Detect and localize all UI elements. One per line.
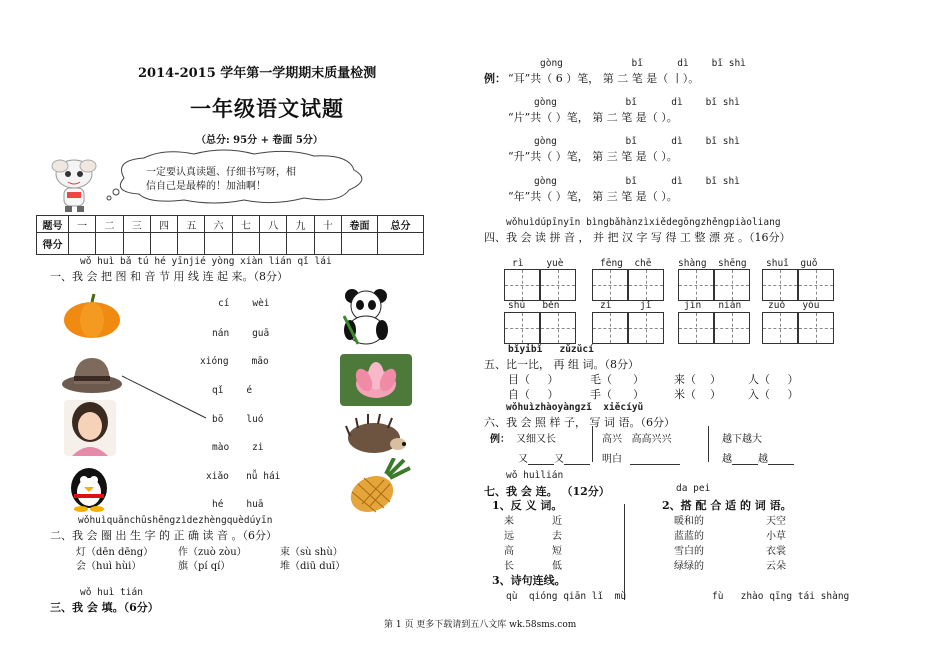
writing-grid[interactable]	[678, 312, 714, 344]
penguin-image	[64, 460, 114, 512]
q3-row-pinyin: gòng bǐ dì bǐ shì	[534, 136, 740, 147]
syllable-pair[interactable]: mào zi	[212, 442, 264, 453]
q4-word-pinyin: zì jǐ	[600, 300, 652, 311]
writing-grid[interactable]	[592, 312, 628, 344]
score-cell[interactable]	[178, 233, 205, 255]
q5-item[interactable]: 入（ ）	[748, 388, 799, 401]
q2-item[interactable]: 作（zuò zòu）	[178, 547, 247, 558]
q2-item[interactable]: 堆（diū duī）	[280, 561, 346, 572]
q6-answer-row[interactable]: 又 又	[518, 450, 590, 465]
score-row-label: 得分	[37, 233, 69, 255]
score-cell[interactable]	[232, 233, 259, 255]
writing-grid[interactable]	[714, 269, 750, 301]
hedgehog-image	[344, 414, 408, 456]
score-header-cell: 卷面	[342, 216, 378, 233]
q3-row-text: “耳”共（ 6 ）笔， 第 二 笔 是（ 丨）。	[508, 72, 700, 85]
score-header-cell: 五	[178, 216, 205, 233]
score-cell[interactable]	[314, 233, 341, 255]
q2-pinyin: wǒhuìquānchūshēngzìdezhèngquèdúyīn	[78, 515, 273, 526]
q2-item[interactable]: 灯（dēn dēng）	[76, 547, 154, 558]
q2-item[interactable]: 束（sù shù）	[280, 547, 343, 558]
page-footer: 第 1 页 更多下载请到五八文库 wk.58sms.com	[384, 620, 577, 630]
q3-row-pinyin: gòng bǐ dì bǐ shì	[540, 58, 746, 69]
q3-row-text[interactable]: “片”共（ ）笔， 第 二 笔 是（ ）。	[508, 111, 678, 124]
q7-sub1: 1、反 义 词。	[492, 499, 563, 512]
match-right[interactable]: 衣裳	[766, 546, 786, 557]
example-connect-line	[120, 374, 210, 422]
score-cell[interactable]	[378, 233, 424, 255]
q2-title: 二、我 会 圈 出 生 字 的 正 确 读 音 。（6分）	[50, 529, 277, 542]
q4-word-pinyin: zuǒ yòu	[768, 300, 820, 311]
syllable-pair[interactable]: hé huā	[212, 499, 264, 510]
writing-grid[interactable]	[540, 312, 576, 344]
pineapple-image	[344, 458, 412, 514]
score-header-cell: 总分	[378, 216, 424, 233]
score-header-cell: 九	[287, 216, 314, 233]
antonym-right[interactable]: 低	[552, 561, 562, 572]
score-table-row	[37, 233, 424, 255]
q5-item[interactable]: 目（ ）	[508, 373, 559, 386]
q7-divider	[624, 504, 625, 600]
q1-title: 一、我 会 把 图 和 音 节 用 线 连 起 来。（8分）	[50, 270, 288, 283]
hat-image	[60, 352, 124, 396]
pumpkin-image	[62, 292, 122, 340]
syllable-pair[interactable]: nán guā	[212, 328, 270, 339]
q5-item[interactable]: 自（ ）	[508, 388, 559, 401]
poem-pinyin-left: qù qióng qiān lǐ mù	[506, 591, 627, 602]
q6-divider	[592, 426, 593, 462]
writing-grid[interactable]	[714, 312, 750, 344]
score-cell[interactable]	[123, 233, 150, 255]
q4-title: 四、我 会 读 拼 音 ， 并 把 汉 字 写 得 工 整 漂 亮 。（16分）	[484, 231, 791, 244]
q5-item[interactable]: 手（ ）	[590, 388, 644, 401]
writing-grid[interactable]	[798, 312, 834, 344]
q5-pinyin: bǐyibǐ zǔzǔcí	[508, 344, 594, 355]
syllable-pair[interactable]: qǐ é	[212, 385, 253, 396]
score-header-cell: 四	[150, 216, 177, 233]
writing-grid[interactable]	[678, 269, 714, 301]
poem-pinyin-right: fù zhào qīng tái shàng	[712, 591, 850, 602]
q6-pinyin: wǒhuìzhàoyàngzǐ xiěcíyǔ	[506, 402, 644, 413]
q7-pinyin: wǒ huìlián	[506, 470, 564, 481]
q5-item[interactable]: 米（ ）	[674, 388, 721, 401]
girl-image	[64, 400, 116, 456]
match-left[interactable]: 绿绿的	[674, 561, 704, 572]
q3-row-pinyin: gòng bǐ dì bǐ shì	[534, 176, 740, 187]
q4-word-pinyin: jīn nián	[684, 300, 742, 311]
antonym-left[interactable]: 长	[504, 561, 514, 572]
score-cell[interactable]	[69, 233, 96, 255]
q3-row-text[interactable]: “年”共（ ）笔， 第 三 笔 是（ ）。	[508, 190, 678, 203]
q6-example-text: 高兴 高高兴兴	[602, 434, 672, 445]
q7-sub3: 3、诗句连线。	[492, 574, 566, 587]
syllable-pair[interactable]: bō luó	[212, 414, 264, 425]
lotus-image	[340, 354, 412, 406]
writing-grid[interactable]	[592, 269, 628, 301]
q6-title: 六、我 会 照 样 子， 写 词 语。（6分）	[484, 416, 675, 429]
match-right[interactable]: 云朵	[766, 561, 786, 572]
score-header-cell: 六	[205, 216, 232, 233]
q6-example-label: 例：	[490, 434, 510, 445]
q3-title: 三、我 会 填。（6分）	[50, 601, 159, 614]
q5-item[interactable]: 来（ ）	[674, 373, 721, 386]
q4-word-pinyin: rì yuè	[512, 258, 564, 269]
score-note: （总分: 95分 + 卷面 5分）	[196, 135, 323, 146]
score-header-cell: 十	[314, 216, 341, 233]
writing-grid[interactable]	[504, 312, 540, 344]
q7-dapei-pinyin: da pei	[676, 483, 711, 494]
antonym-right[interactable]: 短	[552, 546, 562, 557]
q4-word-pinyin: shù běn	[508, 300, 560, 311]
q3-pinyin: wǒ huì tián	[80, 587, 143, 598]
q6-answer-row[interactable]: 越 越	[722, 450, 794, 465]
score-cell[interactable]	[287, 233, 314, 255]
q2-item[interactable]: 旗（pí qí）	[178, 561, 231, 572]
q3-example-label: 例：	[484, 72, 506, 85]
cloud-text-line1: 一定要认真读题、仔细书写呀，相	[146, 167, 296, 178]
cloud-text-line2: 信自己是最棒的！加油啊！	[146, 181, 266, 192]
score-table	[36, 215, 424, 255]
antonym-left[interactable]: 高	[504, 546, 514, 557]
q3-row-text[interactable]: “升”共（ ）笔， 第 三 笔 是（ ）。	[508, 150, 678, 163]
q5-title: 五、比一比， 再 组 词。（8分）	[484, 358, 639, 371]
score-header-cell: 一	[69, 216, 96, 233]
writing-grid[interactable]	[762, 312, 798, 344]
syllable-pair[interactable]: cí wèi	[218, 298, 270, 309]
q4-word-pinyin: shuǐ guǒ	[766, 258, 818, 269]
q4-word-pinyin: shàng shēng	[678, 258, 747, 269]
q4-word-pinyin: fēng chē	[600, 258, 652, 269]
antonym-left[interactable]: 来	[504, 516, 514, 527]
score-cell[interactable]	[205, 233, 232, 255]
score-table-header-row	[37, 216, 424, 233]
score-header-cell: 八	[260, 216, 287, 233]
antonym-left[interactable]: 远	[504, 531, 514, 542]
writing-grid[interactable]	[628, 312, 664, 344]
match-left[interactable]: 雪白的	[674, 546, 704, 557]
score-cell[interactable]	[260, 233, 287, 255]
score-cell[interactable]	[150, 233, 177, 255]
match-right[interactable]: 天空	[766, 516, 786, 527]
antonym-right[interactable]: 去	[552, 531, 562, 542]
q7-sub2: 2、搭 配 合 适 的 词 语。	[662, 499, 792, 512]
q3-row-pinyin: gòng bǐ dì bǐ shì	[534, 97, 740, 108]
q6-answer-row[interactable]: 明白	[602, 450, 680, 465]
antonym-right[interactable]: 近	[552, 516, 562, 527]
score-header-cell: 七	[232, 216, 259, 233]
match-right[interactable]: 小草	[766, 531, 786, 542]
q1-pinyin: wǒ huì bǎ tú hé yīnjié yòng xiàn lián qǐ lái	[80, 256, 332, 267]
q4-pinyin: wǒhuìdúpīnyīn bìngbǎhànzìxiědegōngzhěngpiàoliang	[506, 217, 781, 228]
panda-image	[338, 286, 394, 346]
writing-grid[interactable]	[540, 269, 576, 301]
q5-item[interactable]: 人（ ）	[748, 373, 799, 386]
match-left[interactable]: 暖和的	[674, 516, 704, 527]
q6-divider	[708, 426, 709, 462]
writing-grid[interactable]	[504, 269, 540, 301]
syllable-pair[interactable]: xióng māo	[200, 356, 269, 367]
match-left[interactable]: 蓝蓝的	[674, 531, 704, 542]
score-header-cell: 二	[96, 216, 123, 233]
goat-mascot-icon	[46, 152, 104, 214]
q6-example-text: 越下越大	[722, 434, 762, 445]
score-cell[interactable]	[342, 233, 378, 255]
q6-example-text: 又细又长	[516, 434, 556, 445]
score-cell[interactable]	[96, 233, 123, 255]
exam-title: 2014-2015 学年第一学期期末质量检测	[138, 66, 377, 81]
q2-item[interactable]: 会（huì hùi）	[76, 561, 142, 572]
writing-grid[interactable]	[798, 269, 834, 301]
q5-item[interactable]: 毛（ ）	[590, 373, 644, 386]
score-header-cell: 三	[123, 216, 150, 233]
writing-grid[interactable]	[628, 269, 664, 301]
main-title: 一年级语文试题	[190, 96, 344, 121]
score-header-cell: 题号	[37, 216, 69, 233]
q7-title: 七、我 会 连。 （12分）	[484, 485, 610, 498]
syllable-pair[interactable]: xiǎo nǚ hái	[206, 471, 281, 482]
writing-grid[interactable]	[762, 269, 798, 301]
